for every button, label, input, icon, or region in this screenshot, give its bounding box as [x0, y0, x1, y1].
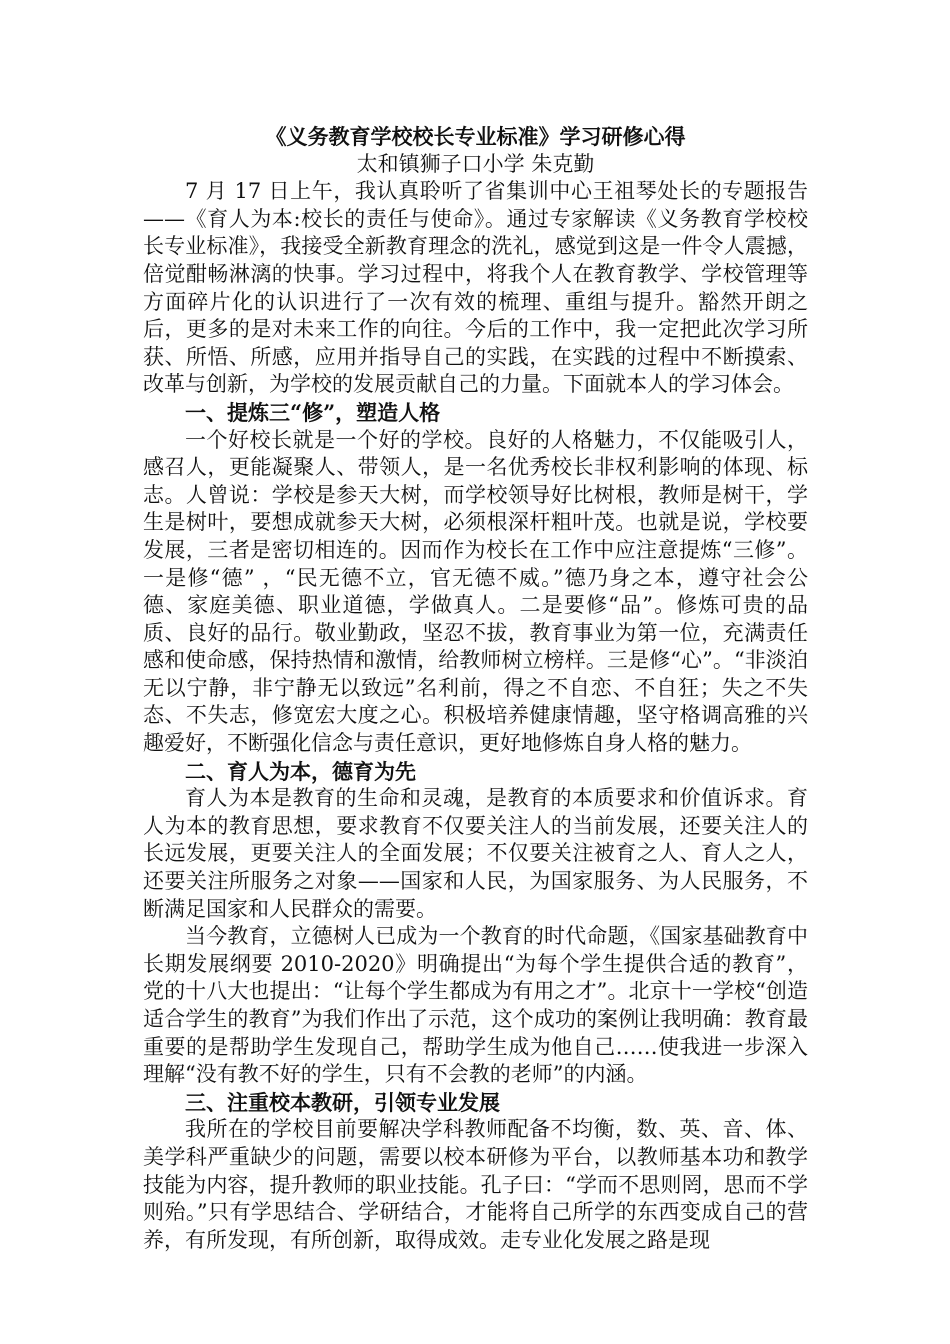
document-title: 《义务教育学校校长专业标准》学习研修心得 — [265, 124, 686, 149]
section-heading-2: 二、育人为本，德育为先 — [185, 758, 416, 784]
document-page — [143, 123, 808, 1254]
document-author: 太和镇狮子口小学 朱克勤 — [356, 151, 595, 176]
section-2-paragraph-1: 育人为本是教育的生命和灵魂，是教育的本质要求和价值诉求。育人为本的教育思想，要求教育不仅要关注人的当前发展，还要关注人的长远发展，更要关注人的全面发展；不仅要关注被育之人、育人之人，还要关注所服务之对象——国家和人民，为国家服务、为人民服务，不断满足国家和人民群众的需要。 — [143, 786, 808, 921]
section-heading-3: 三、注重校本教研，引领专业发展 — [185, 1089, 500, 1115]
intro-paragraph: 7 月 17 日上午，我认真聆听了省集训中心王祖琴处长的专题报告——《育人为本:校长的责任与使命》。通过专家解读《义务教育学校校长专业标准》，我接受全新教育理念的洗礼，感觉到这是一件令人震撼，倍觉酣畅淋漓的快事。学习过程中，将我个人在教育教学、学校管理等方面碎片化的认识进行了一次有效的梳理、重组与提升。豁然开朗之后，更多的是对未来工作的向往。今后的工作中，我一定把此次学习所获、所悟、所感，应用并指导自己的实践，在实践的过程中不断摸索、改革与创新，为学校的发展贡献自己的力量。下面就本人的学习体会。 — [143, 179, 808, 397]
section-heading-1: 一、提炼三“修”，塑造人格 — [185, 399, 441, 425]
section-1-paragraph: 一个好校长就是一个好的学校。良好的人格魅力，不仅能吸引人，感召人，更能凝聚人、带领人，是一名优秀校长非权利影响的体现、标志。人曾说：学校是参天大树，而学校领导好比树根，教师是树干，学生是树叶，要想成就参天大树，必须根深杆粗叶茂。也就是说，学校要发展，三者是密切相连的。因而作为校长在工作中应注意提炼“三修”。一是修“德” ，“民无德不立，官无德不威。”德乃身之本，遵守社会公德、家庭美德、职业道德，学做真人。二是要修“品”。修炼可贵的品质、良好的品行。敬业勤政，坚忍不拔，教育事业为第一位，充满责任感和使命感，保持热情和激情，给教师树立榜样。三是修“心”。“非淡泊无以宁静，非宁静无以致远”名利前，得之不自恋、不自狂；失之不失态、不失志，修宽宏大度之心。积极培养健康情趣，坚守格调高雅的兴趣爱好，不断强化信念与责任意识，更好地修炼自身人格的魅力。 — [143, 427, 808, 756]
section-3-paragraph: 我所在的学校目前要解决学科教师配备不均衡，数、英、音、体、美学科严重缺少的问题，需要以校本研修为平台，以教师基本功和教学技能为内容，提升教师的职业技能。孔子曰：“学而不思则罔，思而不学则殆。”只有学思结合、学研结合，才能将自己所学的东西变成自己的营养，有所发现，有所创新，取得成效。走专业化发展之路是现 — [143, 1117, 808, 1252]
section-2-paragraph-2: 当今教育，立德树人已成为一个教育的时代命题，《国家基础教育中长期发展纲要 2010-2020》明确提出“为每个学生提供合适的教育”，党的十八大也提出：“让每个学生都成为有用之才”。北京十一学校“创造适合学生的教育”为我们作出了示范，这个成功的案例让我明确：教育最重要的是帮助学生发现自己，帮助学生成为他自己……使我进一步深入理解“没有教不好的学生，只有不会教的老师”的内涵。 — [143, 924, 808, 1087]
